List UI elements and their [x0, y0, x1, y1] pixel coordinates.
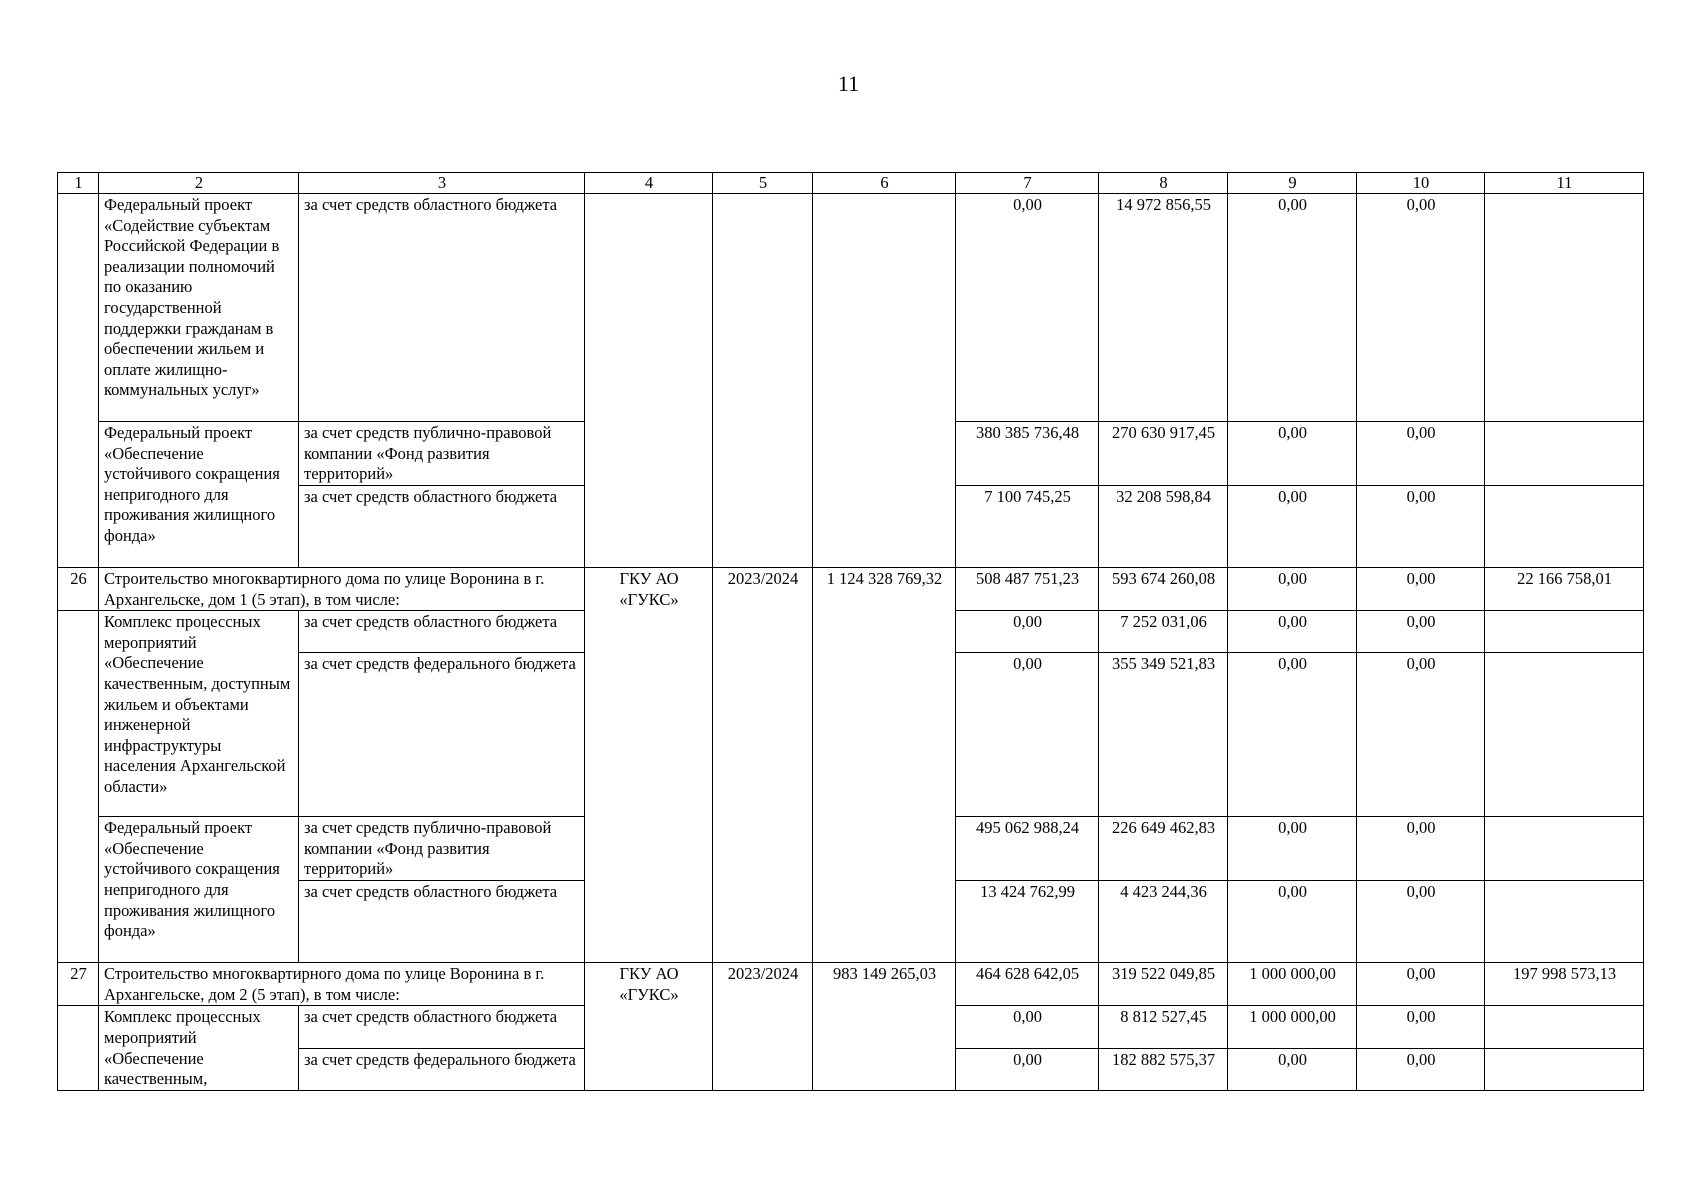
value-col8: 270 630 917,45: [1099, 422, 1228, 486]
value-col7: 380 385 736,48: [956, 422, 1099, 486]
value-col9: 0,00: [1228, 881, 1357, 963]
value-col8: 32 208 598,84: [1099, 486, 1228, 568]
value-col10: 0,00: [1357, 568, 1485, 611]
project-name: Федеральный проект «Обеспечение устойчивого сокращения непригодного для проживания жилищного фонда»: [99, 422, 299, 568]
value-col11: [1485, 486, 1644, 568]
table-row: [58, 194, 1644, 422]
funding-source: за счет средств публично-правовой компании «Фонд развития территорий»: [299, 817, 585, 881]
value-col8: 8 812 527,45: [1099, 1006, 1228, 1048]
value-col7: 13 424 762,99: [956, 881, 1099, 963]
project-name: Федеральный проект «Содействие субъектам Российской Федерации в реализации полномочий по оказанию государственной поддержки гражданам в обеспечении жильем и оплате жилищно-коммунальных услуг»: [99, 194, 299, 422]
column-number: 3: [299, 173, 585, 194]
value-col10: 0,00: [1357, 963, 1485, 1006]
column-number: 5: [713, 173, 813, 194]
value-col9: 0,00: [1228, 653, 1357, 817]
page-number: 11: [837, 71, 860, 96]
value-col8: 226 649 462,83: [1099, 817, 1228, 881]
column-number-row: [58, 173, 1644, 194]
column-number: 9: [1228, 173, 1357, 194]
value-col7: 0,00: [956, 611, 1099, 653]
column-number: 7: [956, 173, 1099, 194]
value-col7: 495 062 988,24: [956, 817, 1099, 881]
value-col9: 0,00: [1228, 817, 1357, 881]
value-col9: 1 000 000,00: [1228, 963, 1357, 1006]
period-cell: [713, 194, 813, 568]
column-number: 10: [1357, 173, 1485, 194]
value-col8: 319 522 049,85: [1099, 963, 1228, 1006]
value-col11: [1485, 653, 1644, 817]
total-cost: 1 124 328 769,32: [813, 568, 956, 963]
value-col9: 0,00: [1228, 611, 1357, 653]
value-col7: 0,00: [956, 194, 1099, 422]
value-col11: [1485, 422, 1644, 486]
value-col9: 0,00: [1228, 568, 1357, 611]
value-col9: 0,00: [1228, 194, 1357, 422]
item-row-27: [58, 963, 1644, 1006]
value-col8: 4 423 244,36: [1099, 881, 1228, 963]
value-col10: 0,00: [1357, 422, 1485, 486]
value-col10: 0,00: [1357, 1048, 1485, 1090]
value-col7: 464 628 642,05: [956, 963, 1099, 1006]
value-col7: 0,00: [956, 653, 1099, 817]
value-col11: [1485, 1048, 1644, 1090]
period: 2023/2024: [713, 963, 813, 1091]
value-col8: 14 972 856,55: [1099, 194, 1228, 422]
funding-source: за счет средств публично-правовой компании «Фонд развития территорий»: [299, 422, 585, 486]
funding-source: за счет средств федерального бюджета: [299, 653, 585, 817]
value-col11: [1485, 194, 1644, 422]
value-col11: [1485, 1006, 1644, 1048]
value-col8: 7 252 031,06: [1099, 611, 1228, 653]
value-col10: 0,00: [1357, 611, 1485, 653]
column-number: 8: [1099, 173, 1228, 194]
budget-table: [57, 172, 1644, 1091]
item-row-26: [58, 568, 1644, 611]
empty-number-cell: [58, 611, 99, 963]
complex-name: Комплекс процессных мероприятий «Обеспечение качественным, доступным жильем и объектами инженерной инфраструктуры населения Архангельской области»: [99, 611, 299, 817]
value-col11: 197 998 573,13: [1485, 963, 1644, 1006]
executor: ГКУ АО «ГУКС»: [585, 963, 713, 1091]
value-col11: [1485, 611, 1644, 653]
empty-number-cell: [58, 1006, 99, 1090]
value-col9: 0,00: [1228, 486, 1357, 568]
value-col7: 0,00: [956, 1048, 1099, 1090]
empty-number-cell: [58, 194, 99, 568]
column-number: 11: [1485, 173, 1644, 194]
value-col7: 0,00: [956, 1006, 1099, 1048]
value-col9: 0,00: [1228, 1048, 1357, 1090]
value-col11: 22 166 758,01: [1485, 568, 1644, 611]
item-title: Строительство многоквартирного дома по улице Воронина в г. Архангельске, дом 2 (5 этап), в том числе:: [99, 963, 585, 1006]
funding-source: за счет средств областного бюджета: [299, 611, 585, 653]
value-col8: 593 674 260,08: [1099, 568, 1228, 611]
column-number: 2: [99, 173, 299, 194]
value-col10: 0,00: [1357, 486, 1485, 568]
item-number: 27: [58, 963, 99, 1006]
funding-source: за счет средств федерального бюджета: [299, 1048, 585, 1090]
funding-source: за счет средств областного бюджета: [299, 486, 585, 568]
item-title: Строительство многоквартирного дома по улице Воронина в г. Архангельске, дом 1 (5 этап), в том числе:: [99, 568, 585, 611]
value-col7: 508 487 751,23: [956, 568, 1099, 611]
value-col11: [1485, 881, 1644, 963]
total-cost-cell: [813, 194, 956, 568]
column-number: 6: [813, 173, 956, 194]
value-col10: 0,00: [1357, 881, 1485, 963]
total-cost: 983 149 265,03: [813, 963, 956, 1091]
value-col7: 7 100 745,25: [956, 486, 1099, 568]
value-col8: 355 349 521,83: [1099, 653, 1228, 817]
value-col9: 0,00: [1228, 422, 1357, 486]
executor-cell: [585, 194, 713, 568]
funding-source: за счет средств областного бюджета: [299, 194, 585, 422]
value-col9: 1 000 000,00: [1228, 1006, 1357, 1048]
complex-name: Комплекс процессных мероприятий «Обеспечение качественным,: [99, 1006, 299, 1090]
value-col10: 0,00: [1357, 653, 1485, 817]
value-col11: [1485, 817, 1644, 881]
funding-source: за счет средств областного бюджета: [299, 1006, 585, 1048]
period: 2023/2024: [713, 568, 813, 963]
executor: ГКУ АО «ГУКС»: [585, 568, 713, 963]
value-col10: 0,00: [1357, 1006, 1485, 1048]
value-col10: 0,00: [1357, 194, 1485, 422]
project-name: Федеральный проект «Обеспечение устойчивого сокращения непригодного для проживания жилищного фонда»: [99, 817, 299, 963]
column-number: 1: [58, 173, 99, 194]
value-col10: 0,00: [1357, 817, 1485, 881]
column-number: 4: [585, 173, 713, 194]
value-col8: 182 882 575,37: [1099, 1048, 1228, 1090]
funding-source: за счет средств областного бюджета: [299, 881, 585, 963]
item-number: 26: [58, 568, 99, 611]
